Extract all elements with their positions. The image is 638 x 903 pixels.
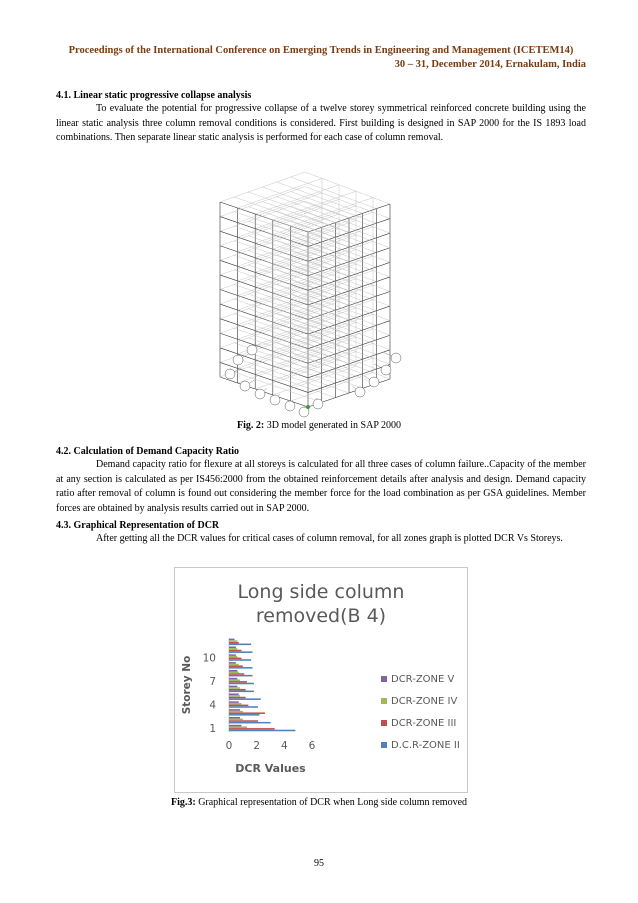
bar-d-c-r-zone-ii-storey-9: [229, 667, 253, 669]
bar-d-c-r-zone-ii-storey-10: [229, 659, 251, 661]
dcr-chart: [174, 567, 468, 793]
bar-d-c-r-zone-ii-storey-7: [229, 683, 254, 685]
legend-swatch: [381, 698, 387, 704]
legend-entry: D.C.R-ZONE II: [391, 740, 460, 751]
bar-dcr-zone-iii-storey-2: [229, 720, 258, 722]
bar-dcr-zone-iii-storey-7: [229, 681, 247, 683]
bar-dcr-zone-iv-storey-4: [229, 703, 241, 705]
legend-swatch: [381, 676, 387, 682]
x-tick-label: 0: [225, 740, 233, 752]
page-number: 95: [314, 858, 324, 869]
grid-bubble: [355, 387, 365, 397]
figure-2-caption: [0, 420, 638, 431]
3d-building-model-figure: [200, 160, 430, 418]
bar-dcr-zone-v-storey-2: [229, 717, 240, 719]
header-line-1: Proceedings of the International Conference on Emerging Trends in Engineering and Management (ICETEM14): [68, 45, 574, 56]
y-tick-label: 4: [209, 699, 216, 712]
bar-dcr-zone-v-storey-8: [229, 670, 237, 672]
bar-dcr-zone-v-storey-4: [229, 701, 239, 703]
x-tick-label: 6: [308, 740, 316, 752]
figure-3-caption: [0, 797, 638, 808]
figure-2-text: 3D model generated in SAP 2000: [264, 420, 402, 431]
bar-d-c-r-zone-ii-storey-12: [229, 644, 251, 646]
chart-title-line-2: removed(B 4): [255, 605, 387, 627]
bar-dcr-zone-iv-storey-10: [229, 656, 237, 658]
bar-dcr-zone-v-storey-10: [229, 654, 236, 656]
legend-entry: DCR-ZONE IV: [391, 696, 458, 707]
building-frame-back: [220, 172, 390, 402]
grid-bubble: [233, 355, 243, 365]
bar-d-c-r-zone-ii-storey-5: [229, 698, 261, 700]
bar-dcr-zone-v-storey-1: [229, 725, 241, 727]
bar-dcr-zone-iv-storey-8: [229, 672, 239, 674]
section-title-4-2: 4.2. Calculation of Demand Capacity Ratio: [56, 446, 240, 457]
bar-dcr-zone-iii-storey-6: [229, 689, 246, 691]
bar-dcr-zone-iii-storey-3: [229, 712, 265, 714]
legend-entry: DCR-ZONE V: [391, 674, 455, 685]
figure-3-label: Fig.3:: [170, 797, 196, 808]
bar-dcr-zone-v-storey-12: [229, 639, 235, 641]
section-title-4-3: 4.3. Graphical Representation of DCR: [56, 520, 220, 531]
grid-bubble: [225, 369, 235, 379]
bar-dcr-zone-iv-storey-11: [229, 648, 237, 650]
bar-dcr-zone-iii-storey-4: [229, 705, 248, 707]
bar-dcr-zone-iii-storey-8: [229, 673, 244, 675]
section-text-4-2: Demand capacity ratio for flexure at all storeys is calculated for all three cases of column failure..Capacity of the member at any section is calculated as per IS456:2000 from the obtained reinforcement details after analysis and design. Demand capacity ratio after removal of column is found out considering the member force for the load combination as per GSA guidelines. Member forces are obtained by analysis results carried out in SAP 2000.: [56, 459, 586, 514]
bar-dcr-zone-iii-storey-9: [229, 665, 243, 667]
bar-dcr-zone-v-storey-9: [229, 662, 236, 664]
grid-bubble: [255, 389, 265, 399]
chart-title-line-1: Long side column: [237, 581, 405, 603]
bar-dcr-zone-iv-storey-5: [229, 695, 240, 697]
figure-2-label: Fig. 2:: [236, 420, 265, 431]
figure-3-text: Graphical representation of DCR when Long side column removed: [195, 797, 468, 808]
bar-dcr-zone-iv-storey-2: [229, 719, 243, 721]
bar-d-c-r-zone-ii-storey-11: [229, 651, 253, 653]
grid-bubble: [313, 399, 323, 409]
bar-dcr-zone-v-storey-7: [229, 678, 237, 680]
grid-bubble: [381, 365, 391, 375]
grid-bubble: [270, 395, 280, 405]
section-title-4-1: 4.1. Linear static progressive collapse analysis: [56, 90, 252, 101]
bar-dcr-zone-iv-storey-6: [229, 687, 240, 689]
legend-swatch: [381, 720, 387, 726]
bar-d-c-r-zone-ii-storey-1: [229, 730, 295, 732]
bar-d-c-r-zone-ii-storey-2: [229, 722, 271, 724]
origin-marker: [306, 405, 310, 409]
y-tick-label: 7: [209, 676, 216, 689]
x-axis-label: DCR Values: [235, 762, 306, 775]
bar-dcr-zone-iii-storey-11: [229, 650, 241, 652]
grid-bubble: [285, 401, 295, 411]
legend-swatch: [381, 742, 387, 748]
bar-d-c-r-zone-ii-storey-3: [229, 714, 259, 716]
bar-dcr-zone-iv-storey-12: [229, 640, 237, 642]
x-tick-label: 2: [253, 740, 261, 752]
bar-dcr-zone-iii-storey-1: [229, 728, 275, 730]
grid-bubble: [240, 381, 250, 391]
header-line-2: 30 – 31, December 2014, Ernakulam, India: [394, 59, 586, 70]
bar-d-c-r-zone-ii-storey-8: [229, 675, 253, 677]
grid-bubble: [247, 345, 257, 355]
section-text-4-3: After getting all the DCR values for critical cases of column removal, for all zones graph is plotted DCR Vs Storeys.: [96, 533, 563, 544]
bar-d-c-r-zone-ii-storey-6: [229, 691, 254, 693]
y-tick-label: 10: [202, 652, 216, 665]
conference-header: [56, 44, 586, 72]
grid-bubble: [369, 377, 379, 387]
bar-dcr-zone-iii-storey-10: [229, 658, 241, 660]
section-text-4-1: To evaluate the potential for progressive collapse of a twelve storey symmetrical reinforced concrete building using the linear static analysis three column removal conditions is considered. First building is designed in SAP 2000 for the IS 1893 load combinations. Then separate linear static analysis is performed for each case of column removal.: [56, 103, 586, 143]
bar-d-c-r-zone-ii-storey-4: [229, 706, 258, 708]
bar-dcr-zone-iii-storey-12: [229, 642, 239, 644]
x-tick-label: 4: [280, 740, 288, 752]
y-tick-label: 1: [209, 723, 216, 736]
bar-dcr-zone-v-storey-11: [229, 646, 236, 648]
grid-bubble: [391, 353, 401, 363]
y-axis-label: Storey No: [181, 655, 193, 715]
dcr-chart-svg: [175, 568, 467, 792]
legend-entry: DCR-ZONE III: [391, 718, 457, 729]
bar-dcr-zone-v-storey-3: [229, 709, 240, 711]
bar-dcr-zone-iii-storey-5: [229, 697, 246, 699]
bar-dcr-zone-v-storey-5: [229, 693, 239, 695]
bar-dcr-zone-iv-storey-7: [229, 679, 240, 681]
bar-dcr-zone-iv-storey-3: [229, 711, 243, 713]
bar-dcr-zone-v-storey-6: [229, 686, 237, 688]
bar-dcr-zone-iv-storey-9: [229, 664, 239, 666]
bar-dcr-zone-iv-storey-1: [229, 726, 247, 728]
